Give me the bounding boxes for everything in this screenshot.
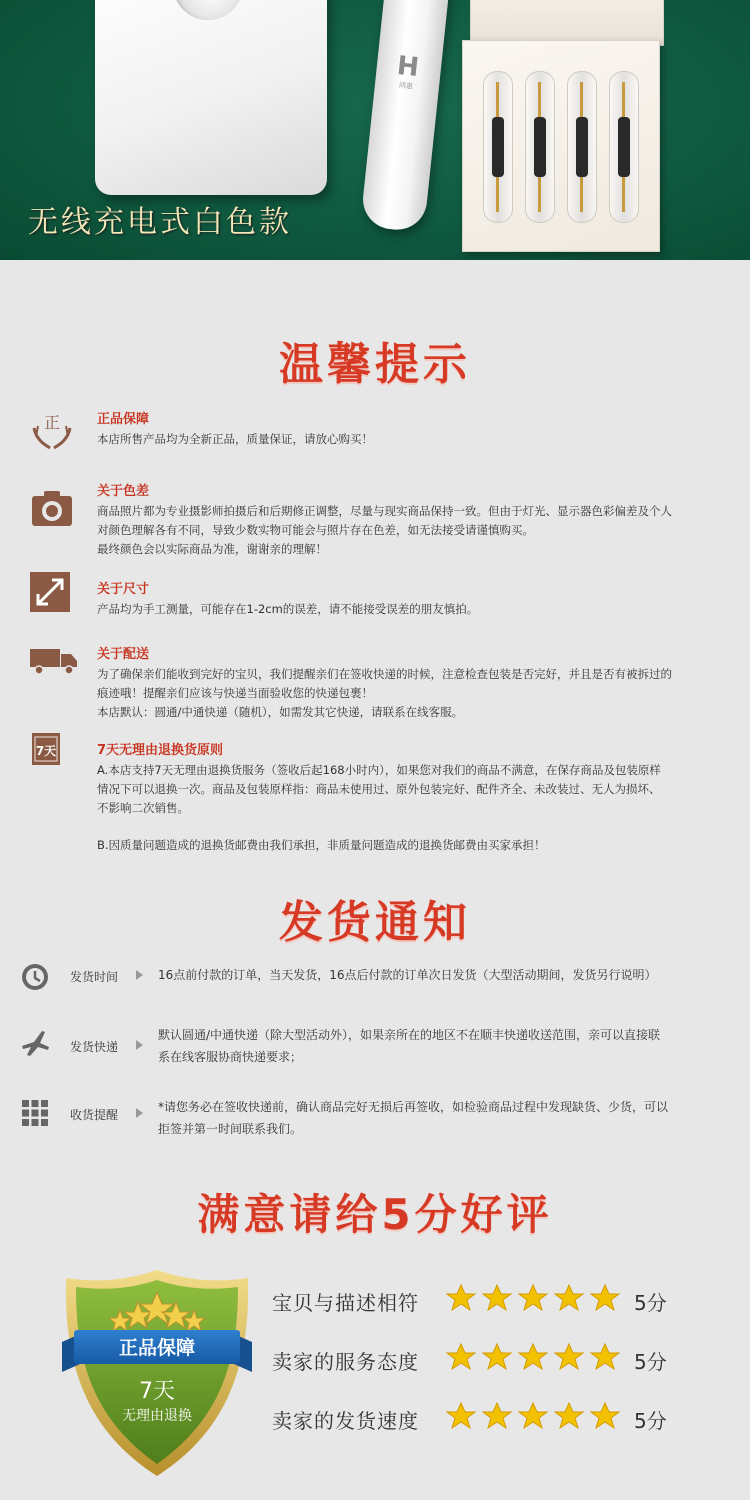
badge-days: 7天 bbox=[139, 1379, 175, 1404]
tip-line: B.因质量问题造成的退换货邮费由我们承担，非质量问题造成的退换货邮费由买家承担！ bbox=[97, 838, 546, 852]
airplane-icon bbox=[20, 1028, 52, 1060]
tip-title: 关于色差 bbox=[97, 484, 150, 499]
ship-line: 系在线客服协商快递要求； bbox=[158, 1050, 303, 1064]
rating-label: 宝贝与描述相符 bbox=[272, 1291, 419, 1315]
rating-section-title: 满意请给5分好评 bbox=[197, 1190, 553, 1239]
rating-score: 5分 bbox=[634, 1350, 667, 1374]
star-icon bbox=[554, 1342, 584, 1372]
star-icon bbox=[446, 1401, 476, 1431]
tip-body bbox=[97, 761, 737, 855]
star-icon bbox=[482, 1342, 512, 1372]
svg-text:正: 正 bbox=[43, 413, 61, 432]
charging-tray bbox=[95, 0, 327, 195]
tip-line: 情况下可以退换一次。商品及包装原样指：商品未使用过、原外包装完好、配件齐全、未改装过、无人为损坏、 bbox=[97, 782, 661, 796]
pen-device bbox=[360, 0, 452, 233]
chevron-right-icon bbox=[136, 1108, 143, 1118]
needle-box bbox=[462, 40, 660, 252]
tip-line: A.本店支持7天无理由退换货服务（签收后起168小时内），如果您对我们的商品不满意，在保存商品及包装原样 bbox=[97, 763, 661, 777]
tip-line: 不影响二次销售。 bbox=[97, 801, 189, 815]
star-rating bbox=[446, 1283, 626, 1313]
star-icon bbox=[446, 1342, 476, 1372]
rating-label: 卖家的发货速度 bbox=[272, 1409, 419, 1433]
tip-body bbox=[97, 665, 737, 722]
star-icon bbox=[590, 1283, 620, 1313]
needle-cartridge bbox=[483, 71, 513, 223]
ship-text bbox=[158, 1024, 718, 1068]
badge-subtitle: 无理由退换 bbox=[122, 1408, 192, 1424]
ship-text bbox=[158, 1096, 718, 1140]
tip-body bbox=[97, 430, 737, 449]
ship-line: *请您务必在签收快递前，确认商品完好无损后再签收，如检验商品过程中发现缺货、少货，可以 bbox=[158, 1100, 669, 1114]
chevron-right-icon bbox=[136, 1040, 143, 1050]
star-icon bbox=[482, 1283, 512, 1313]
rating-row-service bbox=[272, 1342, 692, 1378]
ship-text bbox=[158, 964, 718, 986]
tip-line: 痕迹哦！提醒亲们应该与快递当面验收您的快递包裹！ bbox=[97, 686, 373, 700]
star-rating bbox=[446, 1342, 626, 1372]
tip-title: 关于配送 bbox=[97, 647, 150, 662]
chevron-right-icon bbox=[136, 970, 143, 980]
tip-line: 商品照片都为专业摄影师拍摄后和后期修正调整，尽量与现实商品保持一致。但由于灯光、显示器色彩偏差及个人 bbox=[97, 504, 672, 518]
seven-day-icon-text: 7天 bbox=[35, 744, 57, 758]
product-photo bbox=[0, 0, 750, 260]
rating-score: 5分 bbox=[634, 1409, 667, 1433]
star-icon bbox=[518, 1342, 548, 1372]
resize-arrow-icon bbox=[30, 572, 74, 616]
star-icon bbox=[482, 1401, 512, 1431]
genuine-icon bbox=[30, 408, 74, 452]
genuine-guarantee-badge bbox=[62, 1268, 252, 1478]
ship-line: 16点前付款的订单，当天发货，16点后付款的订单次日发货（大型活动期间，发货另行说明） bbox=[158, 968, 657, 982]
tip-title: 7天无理由退换货原则 bbox=[97, 743, 224, 758]
rating-score: 5分 bbox=[634, 1291, 667, 1315]
clock-icon bbox=[20, 962, 52, 994]
ship-label: 发货快递 bbox=[70, 1040, 119, 1054]
star-icon bbox=[590, 1342, 620, 1372]
needle-cartridge bbox=[609, 71, 639, 223]
tip-line: 最终颜色会以实际商品为准，谢谢亲的理解！ bbox=[97, 542, 327, 556]
star-icon bbox=[554, 1283, 584, 1313]
star-icon bbox=[518, 1283, 548, 1313]
star-rating bbox=[446, 1401, 626, 1431]
tip-title: 正品保障 bbox=[97, 412, 150, 427]
photo-caption: 无线充电式白色款 bbox=[28, 205, 292, 240]
tip-body bbox=[97, 600, 737, 619]
tip-line: 对颜色理解各有不同，导致少数实物可能会与照片存在色差，如无法接受请谨慎购买。 bbox=[97, 523, 534, 537]
ship-label: 发货时间 bbox=[70, 970, 119, 984]
ship-line: 默认圆通/中通快递（除大型活动外），如果亲所在的地区不在顺丰快递收送范围，亲可以直接联 bbox=[158, 1028, 661, 1042]
shipping-section-title: 发货通知 bbox=[279, 897, 471, 948]
tip-title: 关于尺寸 bbox=[97, 582, 150, 597]
rating-row-description bbox=[272, 1283, 692, 1319]
tips-section-title: 温馨提示 bbox=[279, 339, 471, 390]
star-icon bbox=[590, 1401, 620, 1431]
needle-cartridge bbox=[567, 71, 597, 223]
tip-line: 产品均为手工测量，可能存在1-2cm的误差，请不能接受误差的朋友慎拍。 bbox=[97, 602, 479, 616]
tip-line: 本店所售产品均为全新正品，质量保证，请放心购买！ bbox=[97, 432, 373, 446]
grid-icon bbox=[20, 1098, 52, 1130]
ship-label: 收货提醒 bbox=[70, 1108, 119, 1122]
brand-logo: H 鸿惠 bbox=[395, 50, 421, 91]
tip-body bbox=[97, 502, 737, 559]
ship-line: 拒签并第一时间联系我们。 bbox=[158, 1122, 303, 1136]
star-icon bbox=[446, 1283, 476, 1313]
star-icon bbox=[554, 1401, 584, 1431]
star-icon bbox=[518, 1401, 548, 1431]
seven-day-icon bbox=[30, 731, 62, 767]
tip-line: 本店默认：圆通/中通快递（随机），如需发其它快递，请联系在线客服。 bbox=[97, 705, 464, 719]
camera-icon bbox=[30, 488, 74, 532]
rating-label: 卖家的服务态度 bbox=[272, 1350, 419, 1374]
badge-title: 正品保障 bbox=[118, 1337, 196, 1359]
tip-line: 为了确保亲们能收到完好的宝贝，我们提醒亲们在签收快递的时候，注意检查包装是否完好，并且是否有被拆过的 bbox=[97, 667, 672, 681]
truck-icon bbox=[30, 647, 78, 691]
tray-hole bbox=[173, 0, 243, 20]
needle-cartridge bbox=[525, 71, 555, 223]
rating-row-shipping bbox=[272, 1401, 692, 1437]
